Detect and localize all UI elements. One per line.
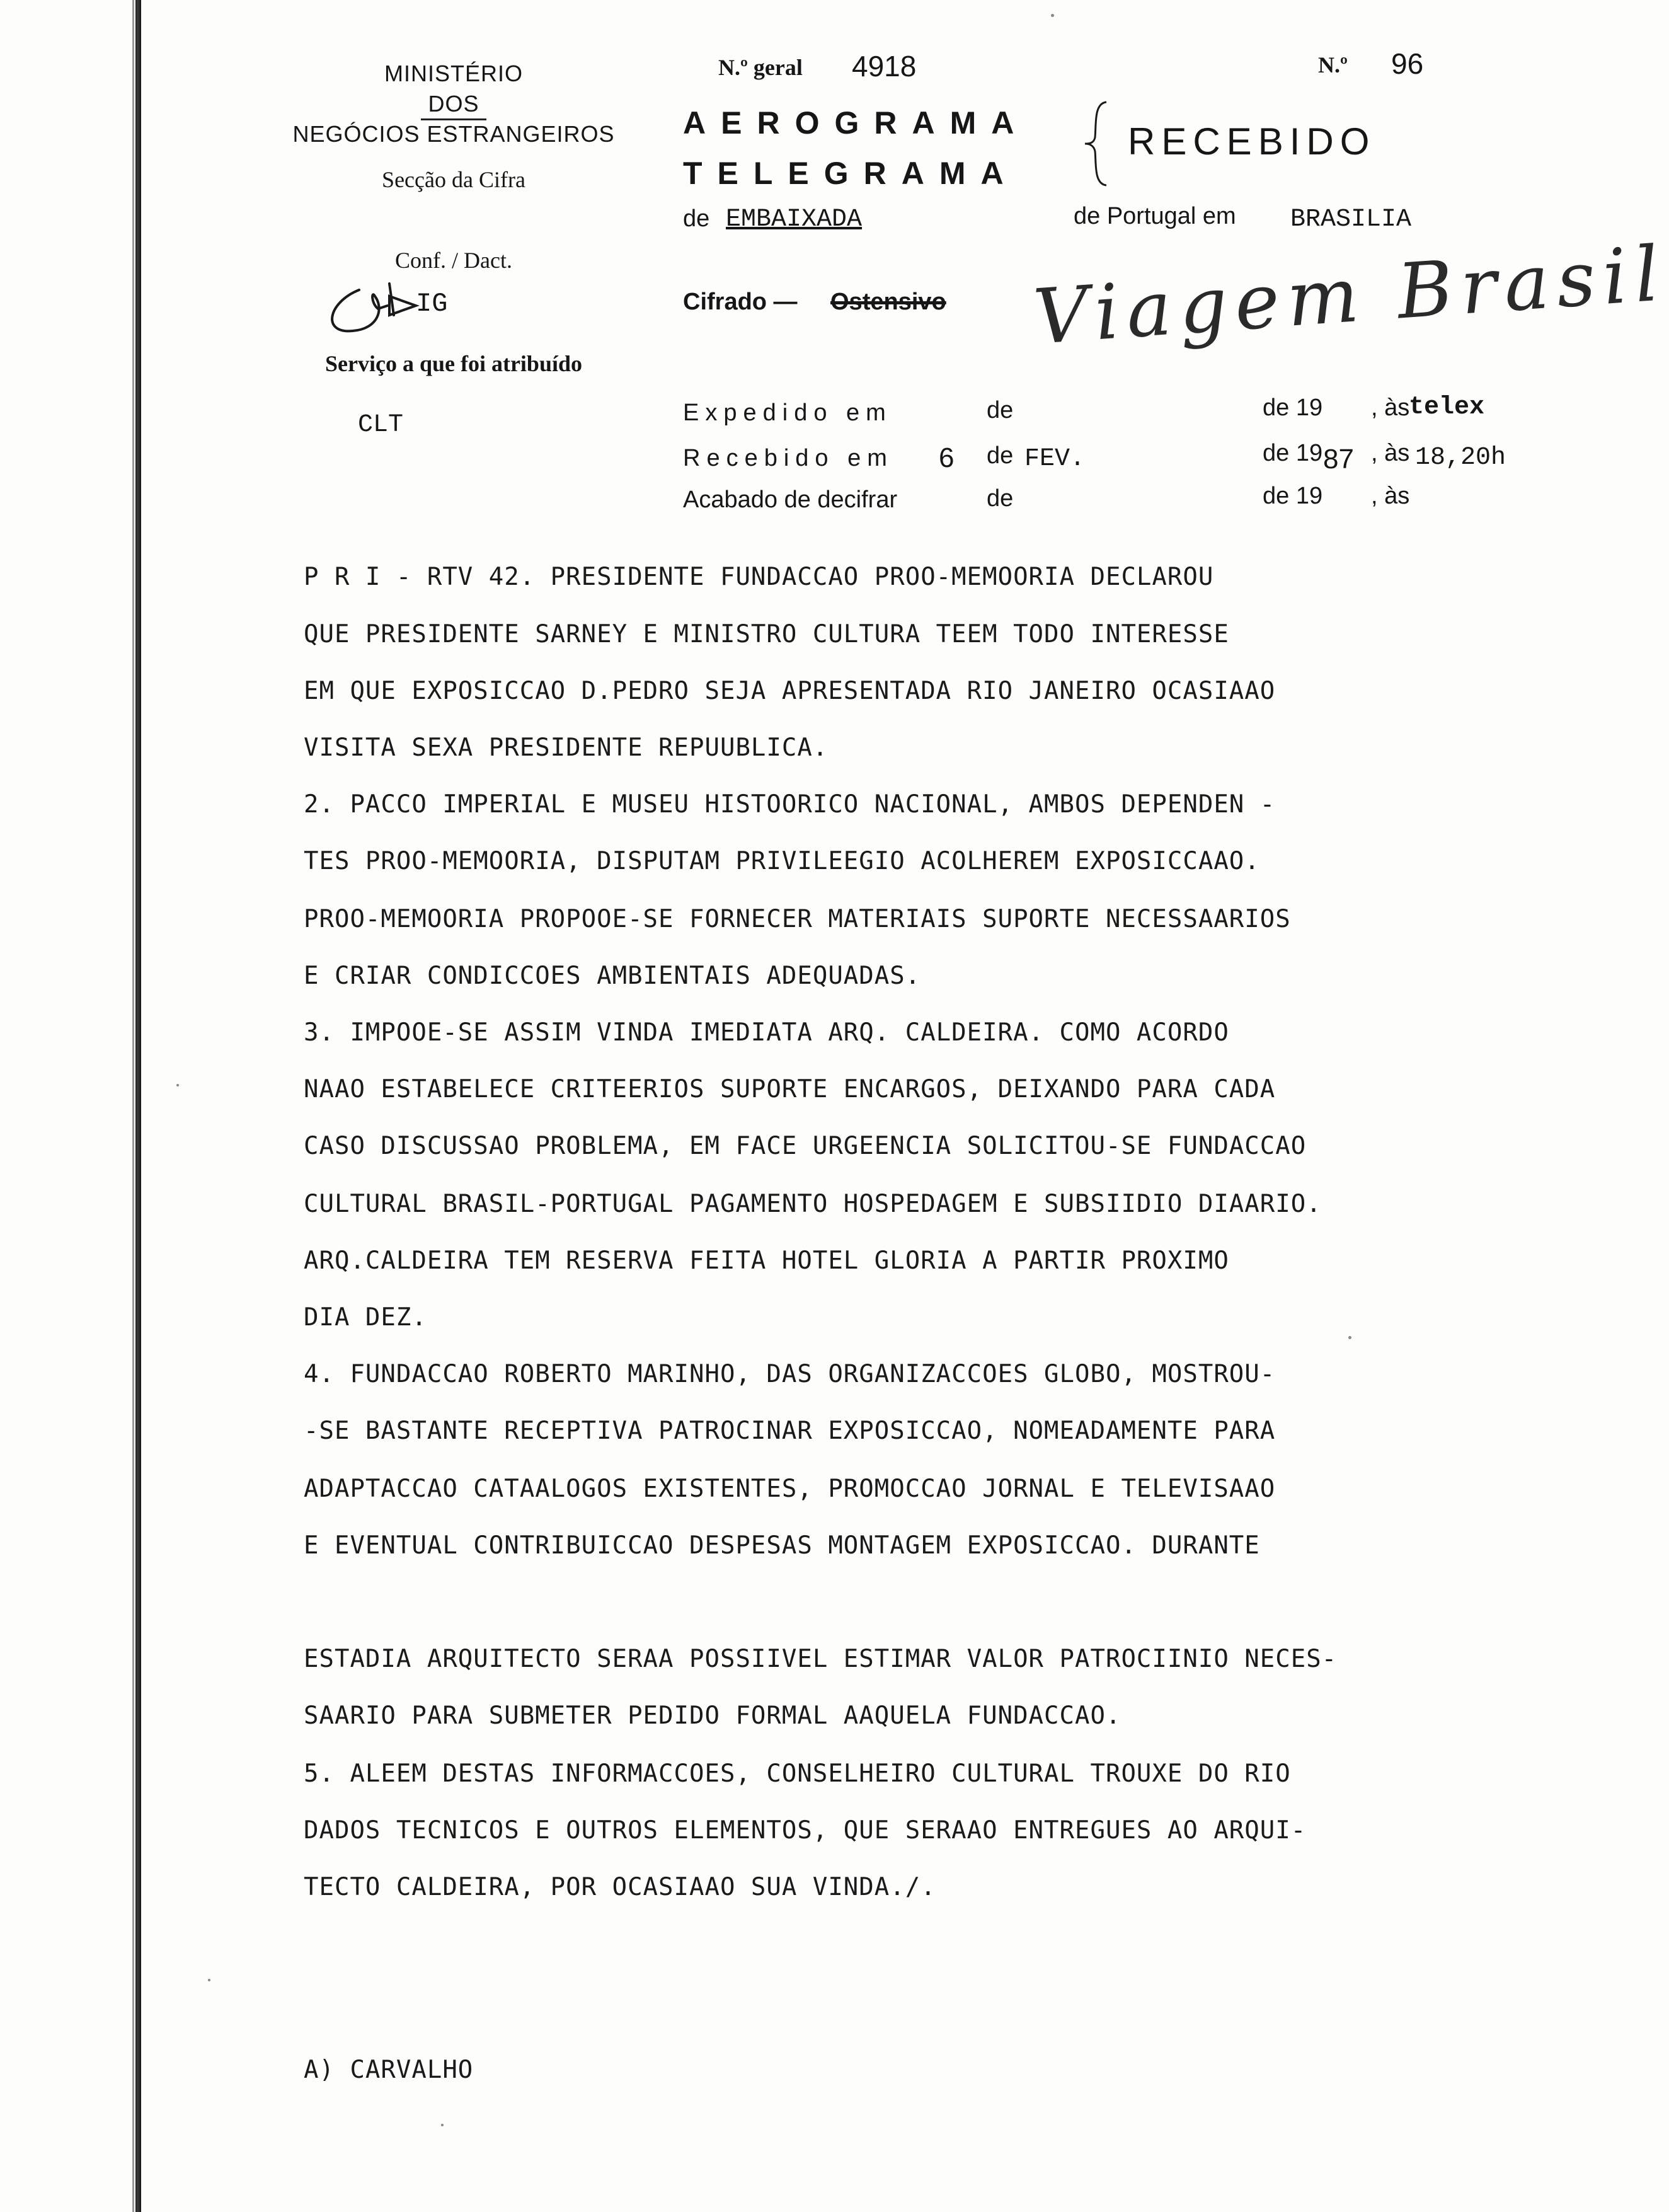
body-line: P R I - RTV 42. PRESIDENTE FUNDACCAO PROO-MEMOORIA DECLAROU [304,563,1214,591]
body-line: DIA DEZ. [304,1303,427,1332]
ministry-title: MINISTÉRIO [384,60,523,86]
acabado-as: , às [1371,483,1410,509]
expedido-de: de [987,397,1014,423]
body-line: VISITA SEXA PRESIDENTE REPUUBLICA. [304,734,829,762]
body-line: DADOS TECNICOS E OUTROS ELEMENTOS, QUE SERAAO ENTREGUES AO ARQUI- [304,1816,1307,1845]
section-label: Secção da Cifra [382,167,525,192]
body-line: ADAPTACCAO CATAALOGOS EXISTENTES, PROMOCCAO JORNAL E TELEVISAAO [304,1475,1276,1503]
scan-speck [1051,14,1054,17]
body-line: TES PROO-MEMOORIA, DISPUTAM PRIVILEEGIO ACOLHEREM EXPOSICCAAO. [304,847,1260,875]
recebido-time: 18,20h [1415,444,1506,472]
recebido-month: FEV. [1024,445,1086,473]
recebido-as: , às [1371,440,1410,466]
handwritten-note: Viagem Brasil [1031,230,1669,362]
conf-value: IG [416,289,448,319]
scan-speck [1348,1336,1351,1339]
geral-label: N.º geral [718,55,803,80]
body-line: CULTURAL BRASIL-PORTUGAL PAGAMENTO HOSPEDAGEM E SUBSIIDIO DIAARIO. [304,1190,1322,1218]
acabado-de19: de 19 [1263,483,1323,509]
status-received: RECEBIDO [1128,120,1376,163]
expedido-time: telex [1409,393,1485,422]
cipher-struck: Ostensivo [830,289,946,315]
body-line: 3. IMPOOE-SE ASSIM VINDA IMEDIATA ARQ. CALDEIRA. COMO ACORDO [304,1018,1229,1047]
body-line: ARQ.CALDEIRA TEM RESERVA FEITA HOTEL GLORIA A PARTIR PROXIMO [304,1247,1229,1275]
binding-edge [132,0,134,2212]
divider [421,118,486,120]
scan-speck [441,2124,444,2126]
curly-brace-icon [1081,100,1113,188]
body-line: ESTADIA ARQUITECTO SERAA POSSIIVEL ESTIMAR VALOR PATROCIINIO NECES- [304,1645,1338,1673]
acabado-label: Acabado de decifrar [683,487,898,513]
body-line: 4. FUNDACCAO ROBERTO MARINHO, DAS ORGANIZACCOES GLOBO, MOSTROU- [304,1360,1276,1388]
recebido-year: 87 [1323,444,1354,475]
body-line: 2. PACCO IMPERIAL E MUSEU HISTOORICO NACIONAL, AMBOS DEPENDEN - [304,790,1276,819]
expedido-de19: de 19 [1263,395,1323,421]
recebido-day: 6 [939,442,955,473]
acabado-de: de [987,485,1014,512]
num-value: 96 [1391,47,1424,80]
recebido-label: Recebido em [683,445,893,471]
initials-signature-icon [315,271,473,340]
body-line: 5. ALEEM DESTAS INFORMACCOES, CONSELHEIRO CULTURAL TROUXE DO RIO [304,1760,1291,1788]
conf-label: Conf. / Dact. [395,248,512,273]
body-line: E CRIAR CONDICCOES AMBIENTAIS ADEQUADAS. [304,962,921,990]
type-aerograma: AEROGRAMA [683,105,1030,141]
expedido-as: , às [1371,395,1410,421]
recebido-year-prefix: de 19 [1263,440,1323,466]
body-line: CASO DISCUSSAO PROBLEMA, EM FACE URGEENCIA SOLICITOU-SE FUNDACCAO [304,1132,1307,1160]
type-telegrama: TELEGRAMA [683,156,1019,191]
location: BRASILIA [1290,205,1412,234]
service-label: Serviço a que foi atribuído [324,351,582,376]
body-line: SAARIO PARA SUBMETER PEDIDO FORMAL AAQUELA FUNDACCAO. [304,1702,1121,1730]
body-line: NAAO ESTABELECE CRITEERIOS SUPORTE ENCARGOS, DEIXANDO PARA CADA [304,1075,1276,1103]
signature: A) CARVALHO [304,2056,474,2084]
body-line: QUE PRESIDENTE SARNEY E MINISTRO CULTURA TEEM TODO INTERESSE [304,620,1229,648]
body-line: -SE BASTANTE RECEPTIVA PATROCINAR EXPOSICCAO, NOMEADAMENTE PARA [304,1417,1276,1445]
from-value: EMBAIXADA [726,205,863,234]
body-line: EM QUE EXPOSICCAO D.PEDRO SEJA APRESENTADA RIO JANEIRO OCASIAAO [304,677,1276,705]
binding-strip [135,0,141,2212]
recebido-de: de [987,442,1014,469]
expedido-label: Expedido em [683,400,892,426]
portugal-label: de Portugal em [1074,203,1236,229]
service-value: CLT [358,411,404,439]
body-line: TECTO CALDEIRA, POR OCASIAAO SUA VINDA./. [304,1873,936,1901]
body-line: E EVENTUAL CONTRIBUICCAO DESPESAS MONTAGEM EXPOSICCAO. DURANTE [304,1531,1260,1560]
scan-speck [176,1084,179,1086]
from-label: de [683,205,710,232]
ministry-dos: DOS [428,91,479,117]
num-label: N.º [1318,52,1348,78]
scan-speck [208,1979,210,1981]
cipher-label: Cifrado — [683,289,798,315]
geral-value: 4918 [852,50,917,83]
body-line: PROO-MEMOORIA PROPOOE-SE FORNECER MATERIAIS SUPORTE NECESSAARIOS [304,905,1291,933]
ministry-dept: NEGÓCIOS ESTRANGEIROS [292,121,615,147]
